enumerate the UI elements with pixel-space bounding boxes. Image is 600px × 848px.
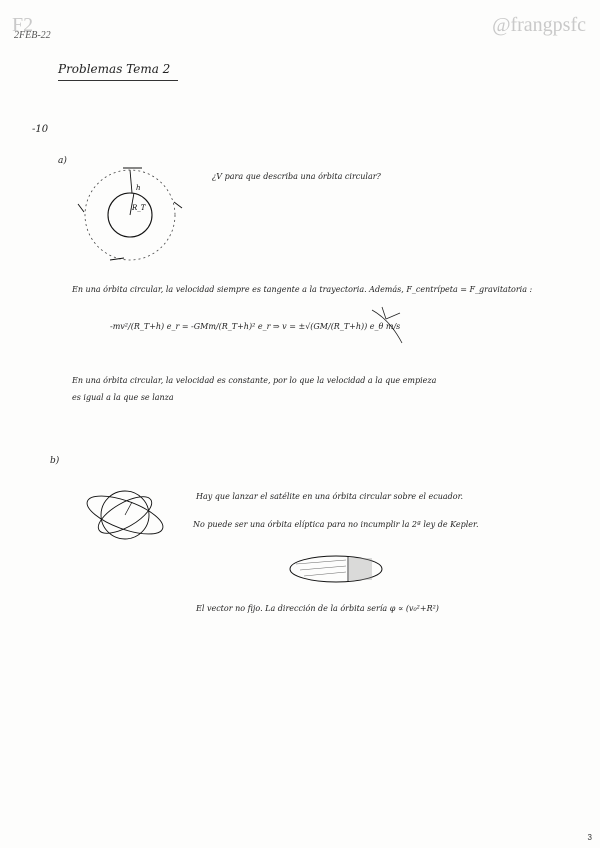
problem-number: -10 bbox=[32, 124, 49, 135]
title-underline bbox=[58, 80, 178, 81]
part-b-text-2: No puede ser una órbita elíptica para no incumplir la 2ª ley de Kepler. bbox=[193, 520, 479, 529]
part-a-question: ¿V para que describa una órbita circular? bbox=[212, 172, 381, 181]
ellipse-sketch bbox=[286, 552, 386, 586]
part-b-text-3: El vector no fijo. La dirección de la órbita sería φ ∝ (v₀²+R²) bbox=[196, 604, 439, 613]
part-a-equation: -mv²/(R_T+h) e_r = -GMm/(R_T+h)² e_r ⇒ v = ±√(GM/(R_T+h)) e_θ m/s bbox=[110, 322, 401, 331]
page-title: Problemas Tema 2 bbox=[58, 62, 171, 76]
diagram-h-label: h bbox=[136, 184, 141, 192]
page-number: 3 bbox=[587, 833, 592, 842]
page-date: 2FEB-22 bbox=[14, 30, 51, 41]
velocity-sketch bbox=[370, 305, 420, 345]
diagram-radius-label: R_T bbox=[132, 204, 146, 212]
part-a-text-2: En una órbita circular, la velocidad es constante, por lo que la velocidad a la que empieza bbox=[72, 376, 437, 385]
part-b-text-1: Hay que lanzar el satélite en una órbita circular sobre el ecuador. bbox=[196, 492, 464, 501]
watermark-right: @frangpsfc bbox=[492, 14, 586, 36]
part-a-label: a) bbox=[58, 156, 67, 166]
watermark-left: F2 bbox=[12, 14, 34, 36]
part-a-text-1: En una órbita circular, la velocidad siempre es tangente a la trayectoria. Además, F_centrípeta = F_gravitatoria : bbox=[72, 285, 533, 294]
part-b-label: b) bbox=[50, 456, 60, 466]
orbit-diagram-a bbox=[70, 160, 190, 270]
part-a-text-3: es igual a la que se lanza bbox=[72, 393, 174, 402]
orbits-diagram-b bbox=[80, 480, 170, 550]
